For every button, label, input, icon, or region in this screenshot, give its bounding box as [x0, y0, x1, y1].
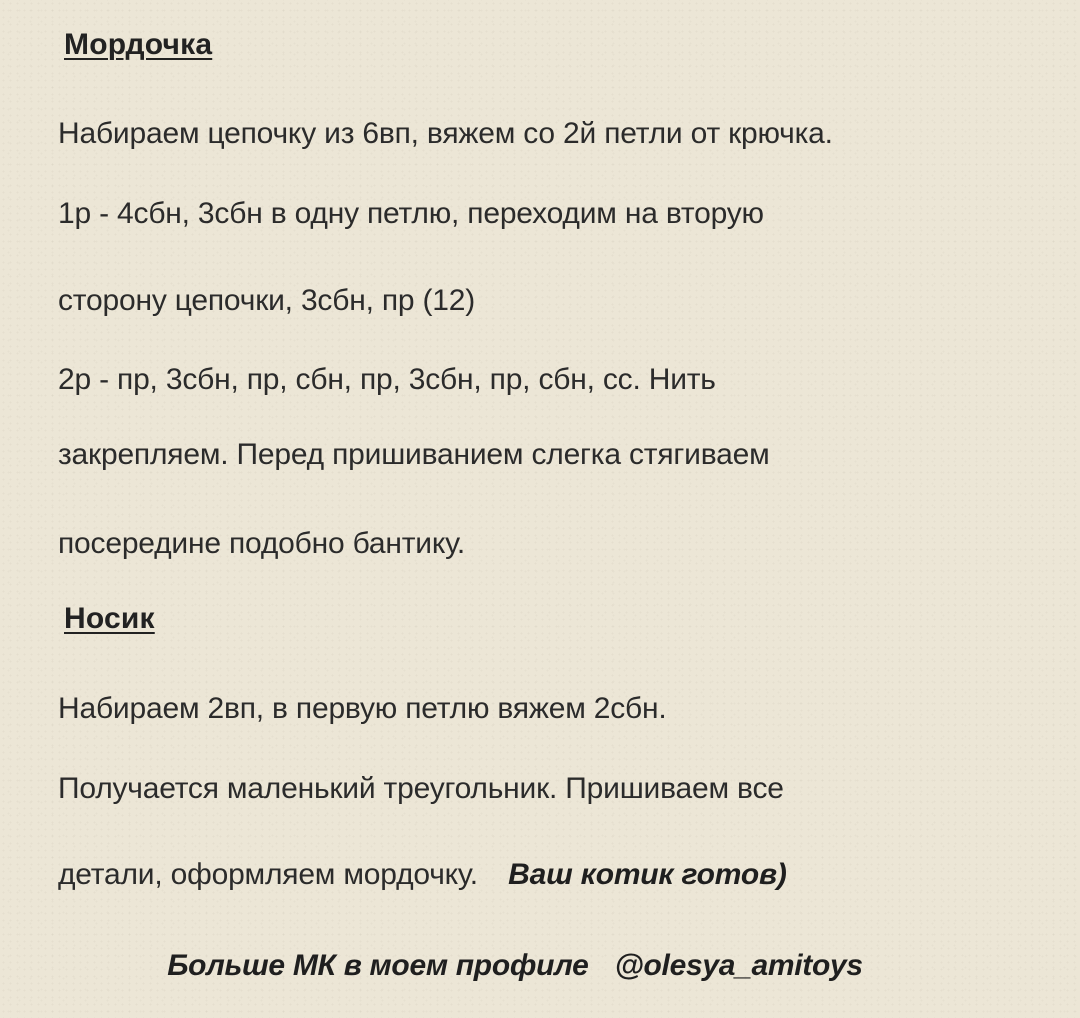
footer-text: Больше МК в моем профиле: [167, 949, 589, 982]
finale-text: Ваш котик готов): [508, 858, 787, 891]
nose-line-3: [58, 857, 787, 893]
footer-handle: @olesya_amitoys: [614, 949, 863, 982]
nose-line-1: Набираем 2вп, в первую петлю вяжем 2сбн.: [58, 692, 667, 725]
face-line-2: 1р - 4сбн, 3сбн в одну петлю, переходим на вторую: [58, 197, 764, 230]
nose-line-2: Получается маленький треугольник. Пришиваем все: [58, 772, 784, 805]
face-line-1: Набираем цепочку из 6вп, вяжем со 2й петли от крючка.: [58, 117, 833, 150]
face-line-3: сторону цепочки, 3сбн, пр (12): [58, 284, 476, 317]
nose-line-3-text: детали, оформляем мордочку.: [58, 858, 478, 891]
face-line-5: закрепляем. Перед пришиванием слегка стягиваем: [58, 438, 770, 471]
face-line-4: 2р - пр, 3сбн, пр, сбн, пр, 3сбн, пр, сбн, сс. Нить: [58, 363, 716, 396]
footer: [0, 949, 1030, 983]
face-line-6: посередине подобно бантику.: [58, 527, 466, 560]
section-heading-face: Мордочка: [64, 28, 213, 61]
section-heading-nose: Носик: [64, 602, 155, 635]
